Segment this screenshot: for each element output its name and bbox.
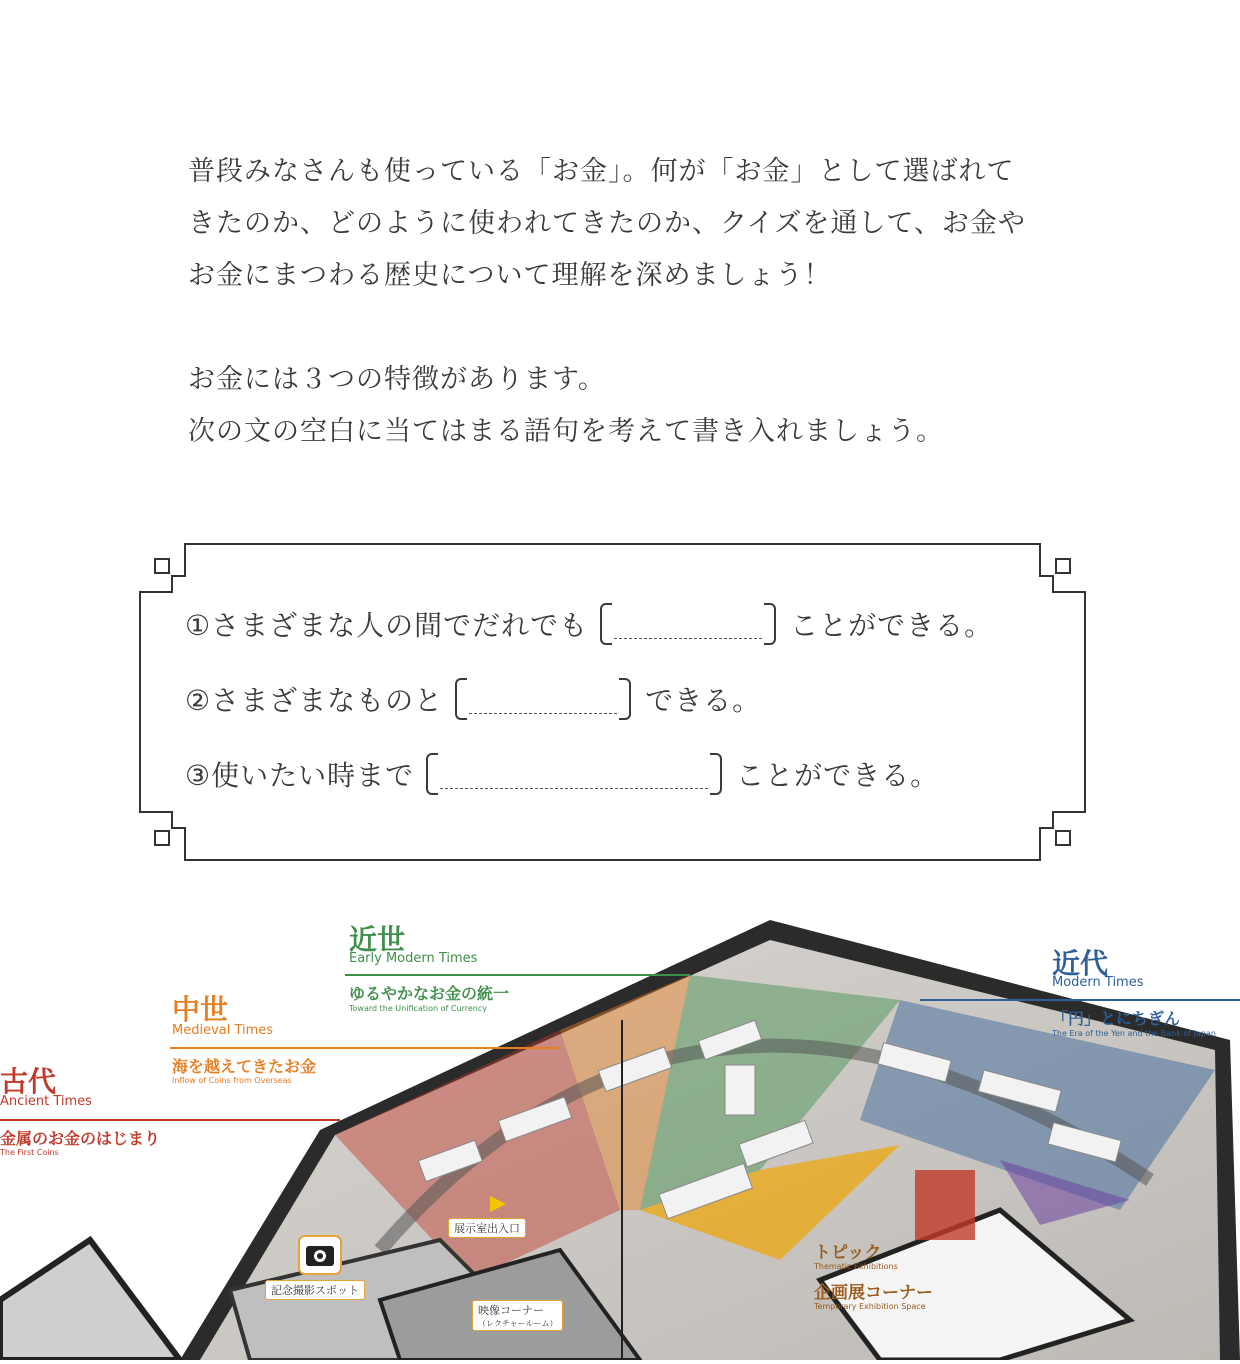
intro-line: お金には３つの特徴があります。 bbox=[188, 364, 606, 395]
era-medieval-title: 中世 bbox=[172, 993, 229, 1026]
era-ancient-sub: The First Coins bbox=[0, 1148, 59, 1157]
era-ancient-title: 古代 bbox=[0, 1065, 57, 1098]
question-2-suffix: できる。 bbox=[645, 684, 762, 717]
era-medieval-en: Medieval Times bbox=[172, 1023, 274, 1038]
answer-blank-1[interactable] bbox=[600, 603, 776, 645]
question-1 bbox=[185, 603, 993, 645]
entrance-label: 展示室出入口 bbox=[448, 1218, 526, 1238]
era-early-modern-en: Early Modern Times bbox=[349, 951, 478, 966]
era-ancient-en: Ancient Times bbox=[0, 1094, 92, 1109]
era-early-modern-sub: Toward the Unification of Currency bbox=[349, 1004, 487, 1013]
question-2-text: ②さまざまなものと bbox=[185, 684, 444, 717]
question-3-text: ③使いたい時まで bbox=[185, 759, 415, 792]
era-modern-title: 近代 bbox=[1052, 947, 1109, 980]
topic-label: トピック bbox=[814, 1243, 882, 1263]
era-medieval-sub: Inflow of Coins from Overseas bbox=[172, 1076, 292, 1085]
intro-line: お金にまつわる歴史について理解を深めましょう！ bbox=[188, 260, 832, 291]
special-exhibit-en-label: Temporary Exhibition Space bbox=[814, 1302, 926, 1311]
era-early-modern-title: 近世 bbox=[349, 923, 406, 956]
intro-line: きたのか、どのように使われてきたのか、クイズを通して、お金や bbox=[188, 208, 1026, 239]
era-modern-theme: 「円」とにちぎん bbox=[1052, 1009, 1181, 1028]
question-1-text: ①さまざまな人の間でだれでも bbox=[185, 609, 589, 642]
answer-blank-2[interactable] bbox=[455, 678, 631, 720]
era-ancient-theme: 金属のお金のはじまり bbox=[0, 1129, 161, 1148]
topic-en-label: Thematic Exhibitions bbox=[814, 1262, 898, 1271]
video-corner-label bbox=[472, 1300, 563, 1331]
question-3 bbox=[185, 753, 939, 795]
question-2 bbox=[185, 678, 761, 720]
intro-text bbox=[188, 146, 1068, 458]
era-early-modern-theme: ゆるやかなお金の統一 bbox=[349, 984, 510, 1003]
question-1-suffix: ことができる。 bbox=[790, 609, 994, 642]
video-corner-title: 映像コーナー bbox=[478, 1304, 544, 1317]
intro-line: 次の文の空白に当てはまる語句を考えて書き入れましょう。 bbox=[188, 416, 944, 447]
intro-line: 普段みなさんも使っている「お金」。何が「お金」として選ばれて bbox=[188, 156, 1015, 187]
era-modern-en: Modern Times bbox=[1052, 975, 1144, 990]
special-exhibit-label: 企画展コーナー bbox=[814, 1283, 933, 1303]
camera-icon bbox=[299, 1236, 341, 1274]
era-medieval-theme: 海を越えてきたお金 bbox=[172, 1057, 317, 1076]
museum-floor-map bbox=[0, 880, 1240, 1360]
question-3-suffix: ことができる。 bbox=[736, 759, 940, 792]
answer-blank-3[interactable] bbox=[426, 753, 722, 795]
era-modern-sub: The Era of the Yen and the Bank of Japan bbox=[1052, 1029, 1216, 1038]
photo-spot-label: 記念撮影スポット bbox=[265, 1280, 365, 1300]
video-corner-sub: （レクチャールーム） bbox=[478, 1319, 558, 1328]
